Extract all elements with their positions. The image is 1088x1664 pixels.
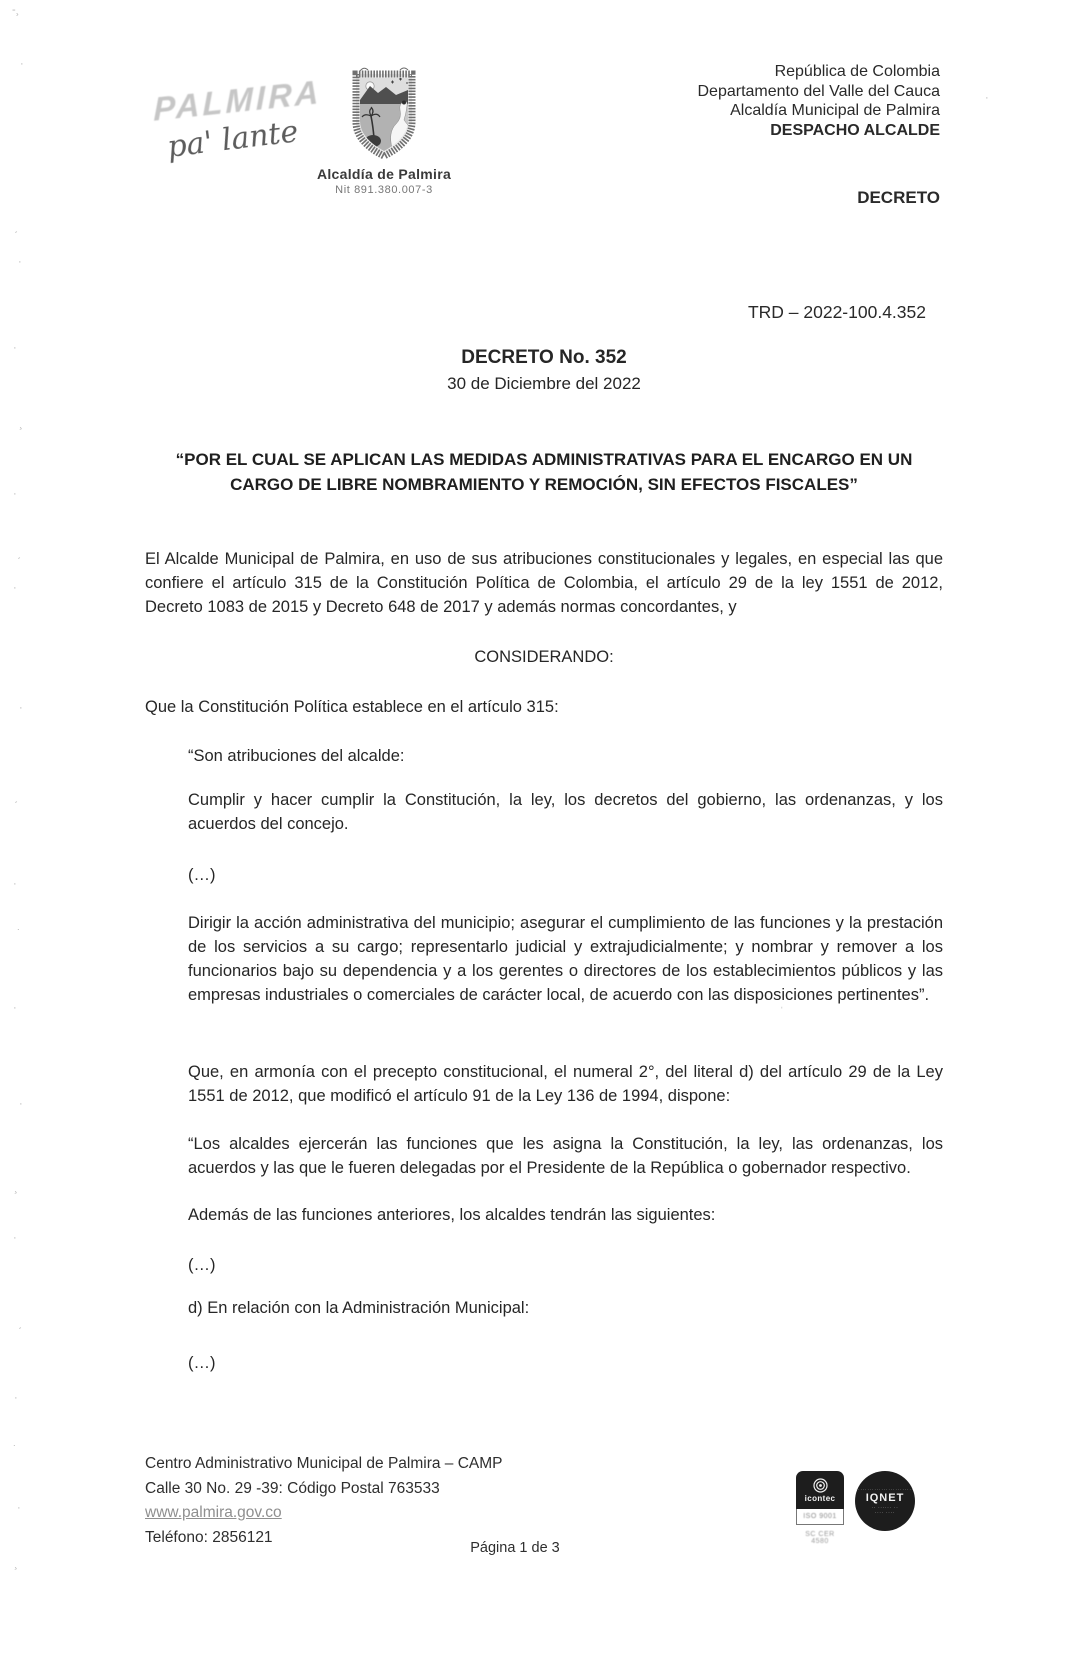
body-paragraph-13: (…) — [188, 1354, 216, 1372]
decree-title — [144, 448, 944, 497]
scan-speck: ¸ — [14, 1558, 18, 1570]
decree-number: DECRETO No. 352 — [461, 347, 627, 368]
header-entity-line-3: DESPACHO ALCALDE — [770, 121, 940, 139]
crest-shield-icon — [346, 66, 422, 162]
scan-speck: · — [985, 92, 989, 104]
scan-speck: ˙ — [17, 928, 21, 940]
body-paragraph-9: “Los alcaldes ejercerán las funciones que les asigna la Constitución, la ley, las ordenanzas, los acuerdos y las que le fueren delegadas por el Presidente de la República o gobernador respectivo. — [188, 1135, 943, 1177]
crest-nit: Nit 891.380.007-3 — [335, 184, 433, 196]
header-entity-line-1: Departamento del Valle del Cauca — [697, 82, 940, 100]
decree-body — [145, 547, 943, 1375]
body-paragraph-10: Además de las funciones anteriores, los alcaldes tendrán las siguientes: — [188, 1206, 716, 1224]
scan-speck: · — [19, 702, 23, 714]
scan-speck: ˏ — [14, 792, 18, 804]
body-paragraph-3: Que la Constitución Política establece en el artículo 315: — [145, 698, 559, 716]
decree-heading — [0, 344, 1088, 396]
icontec-standard: ISO 9001 — [803, 1513, 837, 1520]
iqnet-arc-microtext: ························· — [855, 1486, 915, 1492]
scan-speck: · — [13, 878, 17, 890]
page-number: Página 1 de 3 — [470, 1540, 560, 1556]
scan-speck: · — [18, 256, 22, 268]
scan-speck: ˙ — [13, 1444, 17, 1456]
decree-title-line-2: CARGO DE LIBRE NOMBRAMIENTO Y REMOCIÓN, SIN EFECTOS FISCALES” — [230, 474, 858, 494]
brand-slogan: pa' lante — [165, 114, 301, 165]
footer-phone: Teléfono: 2856121 — [145, 1528, 273, 1546]
body-paragraph-2: CONSIDERANDO: — [474, 648, 614, 666]
body-paragraph-6: (…) — [188, 866, 216, 884]
scan-speck: ¸ — [19, 418, 23, 430]
scan-speck: · — [19, 1098, 23, 1110]
body-paragraph-7: Dirigir la acción administrativa del municipio; asegurar el cumplimiento de las funciones y la prestación de los servicios a su cargo; representarlo judicial y extrajudicialmente; y nombrar y remover a los funcionarios bajo su dependencia y a los gerentes o directores de los establecimientos públicos y las empresas industriales o comerciales de carácter local, de acuerdo con las disposiciones pertinentes”. — [188, 914, 943, 1004]
scan-speck: ˈ — [780, 1006, 784, 1018]
iqnet-microtext-1: ·· ······ ·· — [871, 1504, 899, 1510]
crest-caption: Alcaldía de Palmira — [316, 166, 452, 182]
scan-speck: · — [13, 342, 17, 354]
iqnet-label: IQNET — [865, 1491, 905, 1504]
scan-speck: · — [13, 582, 17, 594]
body-paragraph-1: El Alcalde Municipal de Palmira, en uso de sus atribuciones constitucionales y legales, en especial las que confiere el artículo 315 de la Constitución Política de Colombia, el artículo 29 de la ley 1551 de 2012, Decreto 1083 de 2015 y Decreto 648 de 2017 y además normas concordantes, y — [145, 550, 943, 616]
footer-address-line1: Centro Administrativo Municipal de Palmira – CAMP — [145, 1455, 503, 1472]
scan-speck: · — [13, 1232, 17, 1244]
header-entity-line-2: Alcaldía Municipal de Palmira — [730, 102, 940, 119]
trd-reference: TRD – 2022-100.4.352 — [747, 302, 926, 322]
scan-speck: -¸ — [12, 4, 20, 16]
footer-address-line2: Calle 30 No. 29 -39: Código Postal 763533 — [145, 1479, 440, 1497]
icontec-badge-top — [796, 1471, 844, 1509]
scan-speck: · — [20, 58, 24, 70]
scan-speck: · — [13, 488, 17, 500]
brand-wordmark: PALMIRA — [153, 73, 322, 128]
scan-speck: ˏ — [17, 548, 21, 560]
decree-date: 30 de Diciembre del 2022 — [447, 374, 641, 393]
scan-speck: · — [13, 1002, 17, 1014]
scan-speck: · — [17, 1502, 21, 1514]
icontec-emblem-icon — [813, 1478, 828, 1493]
body-paragraph-11: (…) — [188, 1256, 216, 1274]
footer-website-link[interactable]: www.palmira.gov.co — [145, 1504, 282, 1521]
icontec-certification-icon — [796, 1471, 844, 1545]
body-paragraph-4: “Son atribuciones del alcalde: — [188, 747, 405, 765]
body-paragraph-5: Cumplir y hacer cumplir la Constitución, la ley, los decretos del gobierno, las ordenanzas, y los acuerdos del concejo. — [188, 791, 943, 833]
document-type-label: DECRETO — [857, 188, 940, 207]
palmira-brand-logo — [145, 73, 322, 175]
header-entity-line-0: República de Colombia — [774, 63, 940, 80]
scan-speck: · — [14, 1392, 18, 1404]
scan-speck: ¸ — [14, 1182, 18, 1194]
body-paragraph-8: Que, en armonía con el precepto constitucional, el numeral 2°, del literal d) del artículo 29 de la Ley 1551 de 2012, que modificó el artículo 91 de la Ley 136 de 1994, dispone: — [188, 1063, 943, 1105]
palmira-crest-icon — [346, 66, 422, 167]
header-entity-lines — [697, 62, 940, 140]
scan-speck: ˏ — [14, 222, 18, 234]
iqnet-certification-icon — [855, 1471, 915, 1531]
scan-speck: ˏ — [18, 1318, 22, 1330]
decree-title-line-1: “POR EL CUAL SE APLICAN LAS MEDIDAS ADMINISTRATIVAS PARA EL ENCARGO EN UN — [175, 450, 913, 469]
icontec-label: icontec — [804, 1493, 836, 1503]
body-paragraph-12: d) En relación con la Administración Municipal: — [188, 1299, 530, 1317]
footer-address-block — [145, 1452, 503, 1550]
icontec-certificate-microtext: SC CER 4580 — [805, 1531, 835, 1545]
iqnet-microtext-2: ···· ···· — [874, 1510, 896, 1515]
